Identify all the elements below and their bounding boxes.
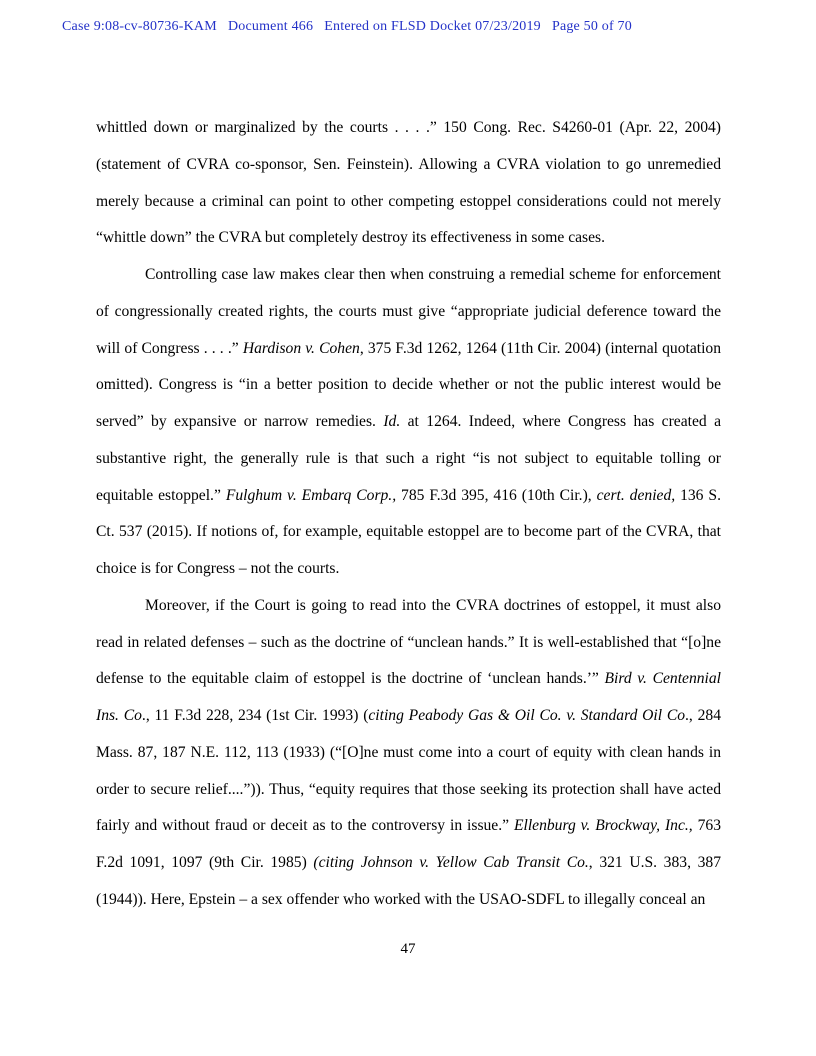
body-text-run: at 1264. Indeed, where Congress has created a substantive right, the generally rule is that such a right “is not subject to equitable tolling or equitable estoppel.” bbox=[96, 413, 721, 504]
body-text-run: , 375 F.3d 1262, 1264 (11th Cir. 2004) (internal quotation omitted). Congress is “in a better position to decide whether or not the public interest would be served” by expansive or narrow remedies. bbox=[96, 339, 721, 430]
body-text-run: 136 S. Ct. 537 (2015). If notions of, for example, equitable estoppel are to become part of the CVRA, that choice is for Congress – not the courts. bbox=[96, 486, 721, 577]
citation-italic-text: Id. bbox=[383, 413, 401, 430]
paragraph bbox=[96, 110, 721, 257]
page-number: 47 bbox=[400, 941, 416, 957]
body-text-run: 763 F.2d 1091, 1097 (9th Cir. 1985) bbox=[96, 817, 721, 871]
document-body bbox=[96, 110, 721, 919]
body-text-run: , 321 U.S. 383, 387 (1944)). Here, Epstein – a sex offender who worked with the USAO-SDFL to illegally conceal an bbox=[96, 854, 721, 908]
body-text-run: 785 F.3d 395, 416 (10th Cir.), bbox=[396, 486, 597, 504]
citation-italic-text: citing Peabody Gas & Oil Co. v. Standard Oil Co bbox=[368, 707, 686, 724]
body-text-run: ., 284 Mass. 87, 187 N.E. 112, 113 (1933) (“[O]ne must come into a court of equity with clean hands in order to secure relief....”)). Thus, “equity requires that those seeking its protection shall have acted fairly and without fraud or deceit as to the controversy in issue.” bbox=[96, 707, 721, 835]
citation-italic-text: cert. denied, bbox=[596, 486, 676, 504]
citation-italic-text: Bird v. Centennial Ins. Co bbox=[96, 670, 722, 724]
body-text-run: Controlling case law makes clear then when construing a remedial scheme for enforcement of congressionally created rights, the courts must give “appropriate judicial deference toward the will of Congress . . . .” bbox=[96, 266, 721, 357]
paragraph bbox=[96, 588, 721, 919]
citation-italic-text: Hardison v. Cohen bbox=[242, 339, 360, 357]
citation-italic-text: (citing Johnson v. Yellow Cab Transit Co. bbox=[313, 854, 589, 871]
paragraph bbox=[96, 257, 721, 588]
ecf-docket-header: Case 9:08-cv-80736-KAM Document 466 Entered on FLSD Docket 07/23/2019 Page 50 of 70 bbox=[62, 19, 632, 34]
citation-italic-text: Ellenburg v. Brockway, Inc., bbox=[513, 817, 693, 835]
citation-italic-text: Fulghum v. Embarq Corp., bbox=[225, 486, 397, 504]
body-text-run: whittled down or marginalized by the courts . . . .” 150 Cong. Rec. S4260-01 (Apr. 22, 2004) (statement of CVRA co-sponsor, Sen. Feinstein). Allowing a CVRA violation to go unremedied merely because a criminal can point to other competing estoppel considerations could not merely “whittle down” the CVRA but completely destroy its effectiveness in some cases. bbox=[96, 119, 721, 247]
body-text-run: Moreover, if the Court is going to read into the CVRA doctrines of estoppel, it must also read in related defenses – such as the doctrine of “unclean hands.” It is well-established that “[o]ne defense to the equitable claim of estoppel is the doctrine of ‘unclean hands.’” bbox=[96, 596, 721, 688]
body-text-run: ., 11 F.3d 228, 234 (1st Cir. 1993) ( bbox=[141, 707, 369, 724]
